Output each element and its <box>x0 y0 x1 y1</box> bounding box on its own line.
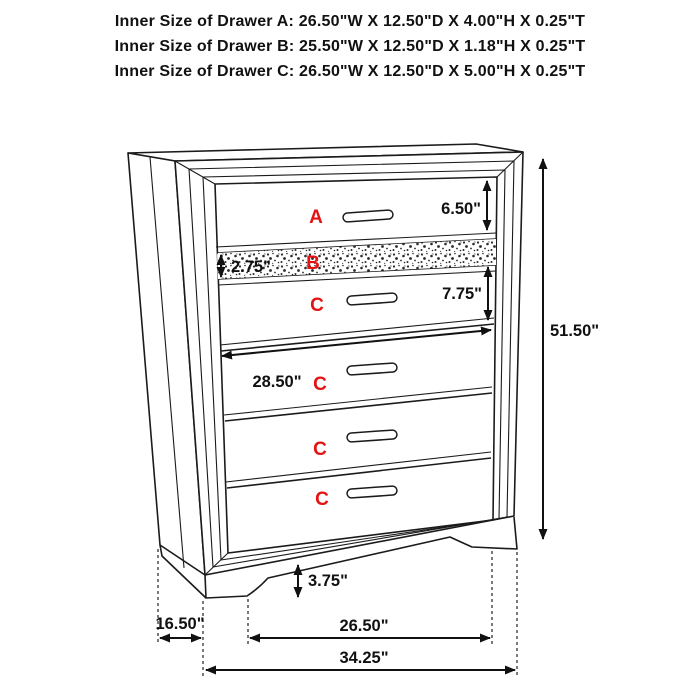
dim-between-legs-width <box>250 617 490 638</box>
drawer-label-c4: C <box>315 489 329 510</box>
dim-label-overall-width: 34.25" <box>339 649 389 667</box>
title-line-drawer-b: Inner Size of Drawer B: 25.50"W X 12.50"D X 1.18"H X 0.25"T <box>114 38 586 55</box>
dim-label-drawer-a-height: 6.50" <box>441 200 481 218</box>
dim-label-drawer-b-height: 2.75" <box>231 258 271 276</box>
dim-label-overall-height: 51.50" <box>550 322 600 340</box>
title-line-drawer-a: Inner Size of Drawer A: 26.50"W X 12.50"D X 4.00"H X 0.25"T <box>114 13 586 30</box>
dim-overall-width <box>206 649 515 670</box>
dim-label-depth: 16.50" <box>155 615 205 633</box>
dim-overall-height <box>543 159 599 539</box>
drawer-label-a: A <box>309 207 323 228</box>
dim-label-drawer-c-height: 7.75" <box>442 285 482 303</box>
dim-label-drawer-width: 28.50" <box>252 373 302 391</box>
drawer-label-b: B <box>306 253 320 274</box>
dim-label-between-legs-width: 26.50" <box>339 617 389 635</box>
title-line-drawer-c: Inner Size of Drawer C: 26.50"W X 12.50"D X 5.00"H X 0.25"T <box>114 63 586 80</box>
drawer-label-c2: C <box>313 374 327 395</box>
drawer-label-c3: C <box>313 439 327 460</box>
dim-depth <box>155 615 204 638</box>
drawer-label-c1: C <box>310 295 324 316</box>
dim-label-leg-height: 3.75" <box>308 572 348 590</box>
